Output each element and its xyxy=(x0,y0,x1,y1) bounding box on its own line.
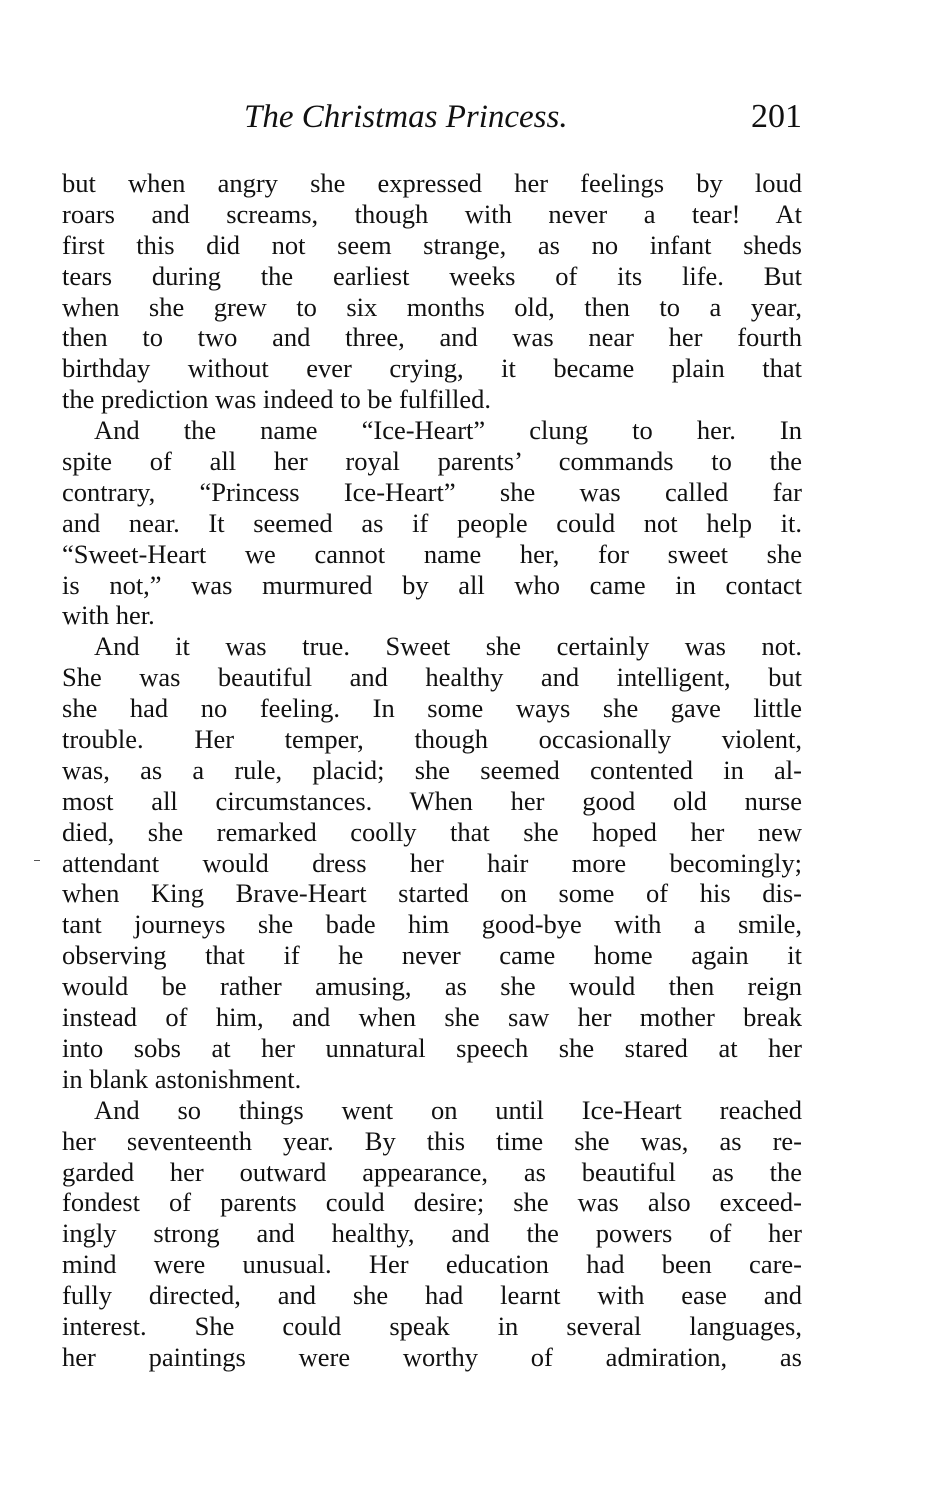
running-header xyxy=(240,95,802,139)
text-line: in blank astonishment. xyxy=(62,1063,302,1094)
text-line: “Sweet-Heart we cannot name her, for sweet she xyxy=(62,538,802,569)
text-line: fully directed, and she had learnt with ease and xyxy=(62,1280,802,1311)
text-line: contrary, “Princess Ice-Heart” she was called far xyxy=(62,476,802,507)
text-line: she had no feeling. In some ways she gave little xyxy=(62,693,802,724)
text-line: when King Brave-Heart started on some of his dis- xyxy=(62,878,802,909)
margin-mark xyxy=(34,860,40,861)
text-line: fondest of parents could desire; she was also exceed- xyxy=(62,1187,802,1218)
text-line: is not,” was murmured by all who came in contact xyxy=(62,569,802,600)
text-line: roars and screams, though with never a tear! At xyxy=(62,198,802,229)
text-line: would be rather amusing, as she would then reign xyxy=(62,971,802,1002)
text-line: first this did not seem strange, as no infant sheds xyxy=(62,229,802,260)
text-line: observing that if he never came home again it xyxy=(62,940,802,971)
text-line: instead of him, and when she saw her mother break xyxy=(62,1002,802,1033)
text-line: garded her outward appearance, as beautiful as the xyxy=(62,1156,802,1187)
text-line: She was beautiful and healthy and intelligent, but xyxy=(62,662,802,693)
text-line: ingly strong and healthy, and the powers of her xyxy=(62,1218,802,1249)
text-line: died, she remarked coolly that she hoped her new xyxy=(62,816,802,847)
text-line: her seventeenth year. By this time she was, as re- xyxy=(62,1125,802,1156)
text-line: but when angry she expressed her feelings by loud xyxy=(62,168,802,198)
text-line: mind were unusual. Her education had been care- xyxy=(62,1249,802,1280)
text-line: tant journeys she bade him good-bye with a smile, xyxy=(62,909,802,940)
page-number: 201 xyxy=(751,98,802,135)
text-line: attendant would dress her hair more becomingly; xyxy=(62,847,802,878)
text-line: interest. She could speak in several languages, xyxy=(62,1310,802,1341)
text-line: spite of all her royal parents’ commands to the xyxy=(62,446,802,477)
text-line: And so things went on until Ice-Heart reached xyxy=(94,1094,802,1125)
running-title: The Christmas Princess. xyxy=(244,99,568,135)
text-line: birthday without ever crying, it became plain that xyxy=(62,353,802,384)
text-line: was, as a rule, placid; she seemed contented in al- xyxy=(62,754,802,785)
body-text xyxy=(62,168,802,1373)
text-line: and near. It seemed as if people could not help it. xyxy=(62,507,802,538)
text-line: with her. xyxy=(62,600,155,631)
text-line: into sobs at her unnatural speech she stared at her xyxy=(62,1032,802,1063)
text-line: most all circumstances. When her good old nurse xyxy=(62,785,802,816)
text-line: then to two and three, and was near her fourth xyxy=(62,322,802,353)
text-line: when she grew to six months old, then to a year, xyxy=(62,291,802,322)
text-line: And it was true. Sweet she certainly was not. xyxy=(94,631,802,662)
text-line: And the name “Ice-Heart” clung to her. In xyxy=(94,415,802,446)
text-line: the prediction was indeed to be fulfilled. xyxy=(62,384,492,415)
text-line: trouble. Her temper, though occasionally violent, xyxy=(62,724,802,755)
text-line: tears during the earliest weeks of its life. But xyxy=(62,260,802,291)
text-line: her paintings were worthy of admiration, as xyxy=(62,1341,802,1372)
